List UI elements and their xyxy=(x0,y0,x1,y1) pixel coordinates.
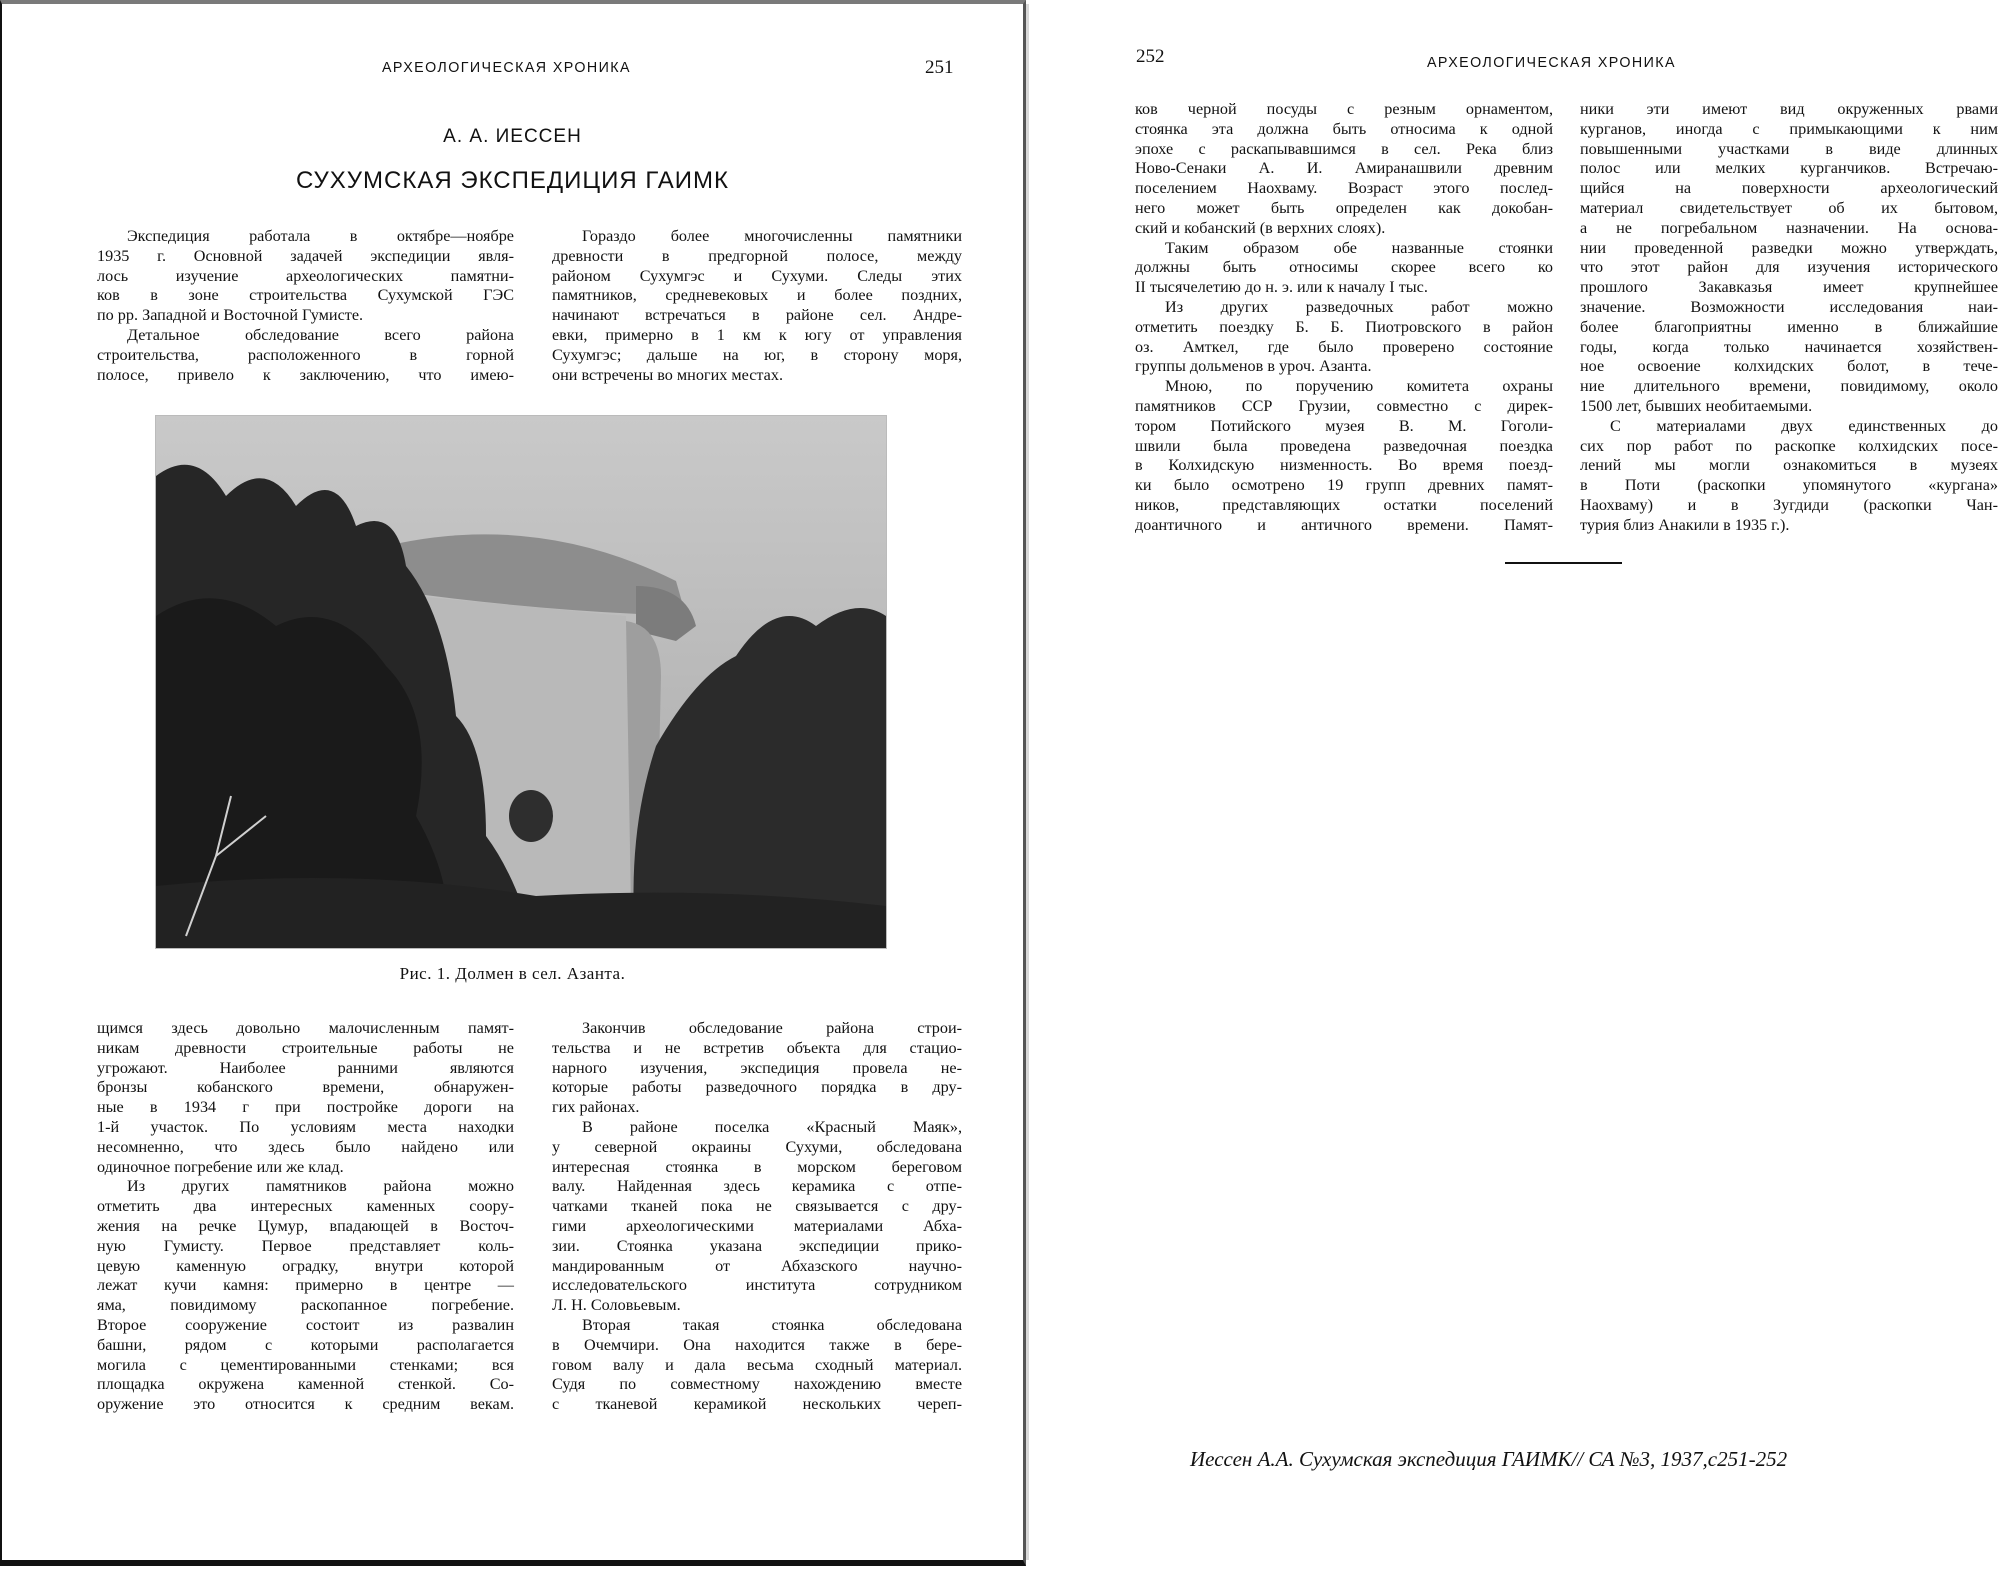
text-line: памятников ССР Грузии, совместно с дирек- xyxy=(1135,396,1553,415)
text-line: ников, представляющих остатки поселений xyxy=(1135,495,1553,514)
dolmen-photo xyxy=(155,415,887,949)
text-line: стоянка эта должна быть относима к одной xyxy=(1135,119,1553,138)
text-line: швили была проведена разведочная поездка xyxy=(1135,436,1553,455)
text-column-bottom-left xyxy=(97,1019,514,1415)
text-line: Сухумгэс; дальше на юг, в сторону моря, xyxy=(552,345,962,364)
page-number: 251 xyxy=(925,57,954,78)
text-line: эпохе с раскапывавшимся в сел. Река близ xyxy=(1135,139,1553,158)
text-line: Детальное обследование всего района xyxy=(127,325,514,344)
text-line: начинают встречаться в районе сел. Андре- xyxy=(552,306,962,325)
text-line: материал свидетельствует об их бытовом, xyxy=(1580,198,1998,217)
text-line: могила с цементированными стенками; вся xyxy=(97,1355,514,1374)
text-line: евки, примерно в 1 км к югу от управления xyxy=(552,325,962,344)
text-line: Таким образом обе названные стоянки xyxy=(1165,238,1553,257)
text-line: валу. Найденная здесь керамика с отпе- xyxy=(552,1177,962,1196)
text-line: ков в зоне строительства Сухумской ГЭС xyxy=(97,286,514,305)
text-line: Л. Н. Соловьевым. xyxy=(552,1296,681,1315)
text-line: одиночное погребение или же клад. xyxy=(97,1157,344,1176)
text-line: которые работы разведочного порядка в дру- xyxy=(552,1078,962,1097)
text-line: доантичного и античного времени. Памят- xyxy=(1135,515,1553,534)
text-line: ную Гумисту. Первое представляет коль- xyxy=(97,1236,514,1255)
text-column-right xyxy=(1580,100,1998,536)
text-line: оз. Амткел, где было проверено состояние xyxy=(1135,337,1553,356)
text-line: несомненно, что здесь было найдено или xyxy=(97,1137,514,1156)
text-line: строительства, расположенного в горной xyxy=(97,345,514,364)
text-line: ков черной посуды с резным орнаментом, xyxy=(1135,100,1553,118)
text-line: тельства и не встретив объекта для стацио- xyxy=(552,1038,962,1057)
text-line: более благоприятны именно в ближайшие xyxy=(1580,317,1998,336)
page-252 xyxy=(1032,0,2012,1572)
text-line: древности в предгорной полосе, между xyxy=(552,246,962,265)
text-line: ные в 1934 г при постройке дороги на xyxy=(97,1098,514,1117)
text-line: чатками тканей пока не связывается с дру- xyxy=(552,1197,962,1216)
text-line: ский и кобанский (в верхних слоях). xyxy=(1135,218,1386,237)
text-column-top-left xyxy=(97,227,514,385)
text-line: по рр. Западной и Восточной Гумисте. xyxy=(97,306,364,325)
text-line: гих районах. xyxy=(552,1098,640,1117)
running-head: АРХЕОЛОГИЧЕСКАЯ ХРОНИКА xyxy=(382,59,631,76)
text-line: 1500 лет, бывших необитаемыми. xyxy=(1580,396,1813,415)
text-line: говом валу и дала весьма сходный материал. xyxy=(552,1355,962,1374)
text-line: цевую каменную оградку, внутри которой xyxy=(97,1256,514,1275)
text-line: нии проведенной разведки можно утверждать, xyxy=(1580,238,1998,257)
text-line: мандированным от Абхазского научно- xyxy=(552,1256,962,1275)
text-line: Гораздо более многочисленны памятники xyxy=(582,227,962,245)
text-line: ние длительного времени, повидимому, около xyxy=(1580,377,1998,396)
page-number: 252 xyxy=(1136,46,1165,67)
text-line: тором Потийского музея В. М. Гоголи- xyxy=(1135,416,1553,435)
text-line: значение. Возможности исследования наи- xyxy=(1580,297,1998,316)
dolmen-porthole xyxy=(509,790,553,842)
text-line: Судя по совместному нахождению вместе xyxy=(552,1375,962,1394)
text-line: 1-й участок. По условиям места находки xyxy=(97,1117,514,1136)
text-line: Из других разведочных работ можно xyxy=(1165,297,1553,316)
text-line: угрожают. Наиболее ранними являются xyxy=(97,1058,514,1077)
text-line: ное освоение колхидских болот, в тече- xyxy=(1580,357,1998,376)
text-line: Ново-Сенаки А. И. Амиранашвили древним xyxy=(1135,159,1553,178)
text-line: Из других памятников района можно xyxy=(127,1177,514,1196)
text-line: лений мы могли ознакомиться в музеях xyxy=(1580,456,1998,475)
text-line: прошлого Закавказья имеет крупнейшее xyxy=(1580,278,1998,297)
text-line: отметить поездку Б. Б. Пиотровского в район xyxy=(1135,317,1553,336)
text-line: что этот район для изучения исторического xyxy=(1580,258,1998,277)
text-line: с тканевой керамикой нескольких череп- xyxy=(552,1395,962,1414)
text-line: полос или мелких курганчиков. Встречаю- xyxy=(1580,159,1998,178)
text-line: никам древности строительные работы не xyxy=(97,1038,514,1057)
source-citation: Иессен А.А. Сухумская экспедиция ГАИМК// СА №3, 1937,с251-252 xyxy=(1190,1447,1788,1471)
text-line: у северной окраины Сухуми, обследована xyxy=(552,1137,962,1156)
running-head: АРХЕОЛОГИЧЕСКАЯ ХРОНИКА xyxy=(1427,54,1676,71)
text-line: 1935 г. Основной задачей экспедиции явля- xyxy=(97,246,514,265)
text-line: щимся здесь довольно малочисленным памят- xyxy=(97,1019,514,1037)
text-line: полосе, привело к заключению, что имею- xyxy=(97,365,514,384)
text-line: турия близ Анакили в 1935 г.). xyxy=(1580,515,1790,534)
text-line: него может быть определен как докобан- xyxy=(1135,198,1553,217)
text-line: а не погребальном назначении. На основа- xyxy=(1580,218,1998,237)
text-line: зии. Стоянка указана экспедиции прико- xyxy=(552,1236,962,1255)
text-line: щийся на поверхности археологический xyxy=(1580,179,1998,198)
text-line: памятников, средневековых и более поздних, xyxy=(552,286,962,305)
text-line: курганов, иногда с примыкающими к ним xyxy=(1580,119,1998,138)
text-column-top-right xyxy=(552,227,962,385)
text-line: яма, повидимому раскопанное погребение. xyxy=(97,1296,514,1315)
text-line: исследовательского института сотрудником xyxy=(552,1276,962,1295)
text-line: группы дольменов в уроч. Азанта. xyxy=(1135,357,1372,376)
text-line: должны быть относимы скорее всего ко xyxy=(1135,258,1553,277)
figure-caption: Рис. 1. Долмен в сел. Азанта. xyxy=(399,964,626,983)
text-line: лежат кучи камня: примерно в центре — xyxy=(97,1276,514,1295)
text-line: в Колхидскую низменность. Во время поезд- xyxy=(1135,456,1553,475)
text-line: Мною, по поручению комитета охраны xyxy=(1165,377,1553,396)
text-line: Вторая такая стоянка обследована xyxy=(582,1315,962,1334)
text-line: В районе поселка «Красный Маяк», xyxy=(582,1117,962,1136)
text-line: поселением Наохваму. Возраст этого послед- xyxy=(1135,179,1553,198)
dolmen-photo-image xyxy=(156,416,886,948)
text-line: интересная стоянка в морском береговом xyxy=(552,1157,962,1176)
text-line: оружение это относится к средним векам. xyxy=(97,1395,514,1414)
text-line: башни, рядом с которыми располагается xyxy=(97,1335,514,1354)
text-line: лось изучение археологических памятни- xyxy=(97,266,514,285)
text-line: Экспедиция работала в октябре—ноябре xyxy=(127,227,514,245)
text-line: ники эти имеют вид окруженных рвами xyxy=(1580,100,1998,118)
article-author: А. А. ИЕССЕН xyxy=(443,126,582,147)
text-line: Закончив обследование района строи- xyxy=(582,1019,962,1037)
text-line: II тысячелетию до н. э. или к началу I тыс. xyxy=(1135,278,1428,297)
text-column-bottom-right xyxy=(552,1019,962,1415)
text-line: годы, когда только начинается хозяйствен- xyxy=(1580,337,1998,356)
article-title: СУХУМСКАЯ ЭКСПЕДИЦИЯ ГАИМК xyxy=(295,167,730,194)
text-line: нарного изучения, экспедиция провела не- xyxy=(552,1058,962,1077)
text-line: жения на речке Цумур, впадающей в Восточ- xyxy=(97,1216,514,1235)
text-line: районом Сухумгэс и Сухуми. Следы этих xyxy=(552,266,962,285)
text-line: в Поти (раскопки упомянутого «кургана» xyxy=(1580,476,1998,495)
text-line: ки было осмотрено 19 групп древних памят- xyxy=(1135,476,1553,495)
text-line: в Очемчири. Она находится также в бере- xyxy=(552,1335,962,1354)
text-line: С материалами двух единственных до xyxy=(1610,416,1998,435)
text-line: бронзы кобанского времени, обнаружен- xyxy=(97,1078,514,1097)
text-line: сих пор работ по раскопке колхидских посе- xyxy=(1580,436,1998,455)
text-column-left xyxy=(1135,100,1553,536)
end-rule xyxy=(1505,562,1622,564)
text-line: площадка окружена каменной стенкой. Со- xyxy=(97,1375,514,1394)
text-line: отметить два интересных каменных соору- xyxy=(97,1197,514,1216)
text-line: они встречены во многих местах. xyxy=(552,365,783,384)
text-line: Второе сооружение состоит из развалин xyxy=(97,1315,514,1334)
text-line: гими археологическими материалами Абха- xyxy=(552,1216,962,1235)
text-line: Наохваму) и в Зугдиди (раскопки Чан- xyxy=(1580,495,1998,514)
text-line: повышенными участками в виде длинных xyxy=(1580,139,1998,158)
